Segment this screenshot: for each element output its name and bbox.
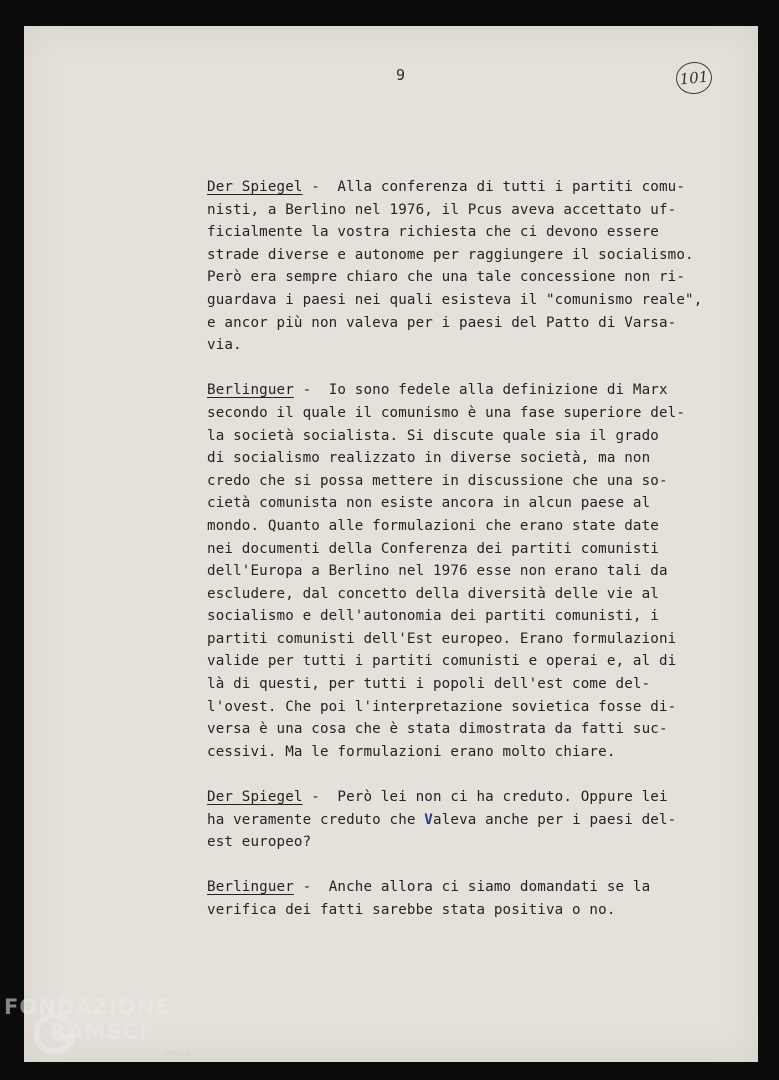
watermark-line-1: FONDAZIONE <box>4 995 171 1019</box>
text-line: ficialmente la vostra richiesta che ci devono essere <box>207 224 659 241</box>
text-line: escludere, dal concetto della diversità delle vie al <box>207 585 659 602</box>
text-line: verifica dei fatti sarebbe stata positiva o no. <box>207 902 616 918</box>
dialogue-block <box>207 176 727 357</box>
speaker-name: Berlinguer <box>207 382 294 399</box>
text-line: valide per tutti i partiti comunisti e operai e, al di <box>207 653 677 670</box>
dialogue-block <box>207 379 727 763</box>
page-number: 9 <box>396 66 406 84</box>
document-page <box>24 26 758 1062</box>
interview-text <box>207 176 727 922</box>
watermark-line-2: RAMSCI <box>50 1020 148 1044</box>
text-line: la società socialista. Si discute quale sia il grado <box>207 427 659 444</box>
speaker-name: Berlinguer <box>207 879 294 896</box>
text-line: strade diverse e autonome per raggiungere il socialismo. <box>207 246 694 263</box>
text-line: partiti comunisti dell'Est europeo. Erano formulazioni <box>207 630 677 647</box>
fondazione-gramsci-watermark <box>4 994 191 1059</box>
text-line: l'ovest. Che poi l'interpretazione sovietica fosse di- <box>207 698 677 715</box>
text-line: versa è una cosa che è stata dimostrata da fatti suc- <box>207 721 668 738</box>
text-line: - Io sono fedele alla definizione di Marx <box>293 382 668 399</box>
text-line: socialismo e dell'autonomia dei partiti comunisti, i <box>207 608 659 625</box>
text-line: cietà comunista non esiste ancora in alcun paese al <box>207 495 651 512</box>
text-line: - Anche allora ci siamo domandati se la <box>293 879 651 896</box>
text-line: e ancor più non valeva per i paesi del Patto di Varsa- <box>207 314 677 331</box>
text-line: - Però lei non ci ha creduto. Oppure lei <box>302 789 668 806</box>
text-line: ha veramente creduto che <box>207 811 425 828</box>
text-line: di socialismo realizzato in diverse società, ma non <box>207 450 651 467</box>
text-line: cessivi. Ma le formulazioni erano molto chiare. <box>207 743 616 760</box>
text-line: Però era sempre chiaro che una tale concessione non ri- <box>207 269 686 286</box>
archive-stamp: 101 <box>674 60 713 96</box>
text-line: - Alla conferenza di tutti i partiti comu- <box>302 179 686 195</box>
text-line: nisti, a Berlino nel 1976, il Pcus aveva accettato uf- <box>207 201 677 218</box>
watermark-suffix: onlus <box>164 1048 191 1059</box>
dialogue-block <box>207 876 727 921</box>
text-line: guardava i paesi nei quali esisteva il "comunismo reale", <box>207 291 703 308</box>
text-line: via. <box>207 337 242 354</box>
text-line: est europeo? <box>207 834 312 851</box>
dialogue-block <box>207 786 727 854</box>
text-line: aleva anche per i paesi del- <box>433 811 677 828</box>
handwritten-correction: V <box>424 811 433 828</box>
text-line: mondo. Quanto alle formulazioni che erano state date <box>207 517 659 534</box>
g-logo-icon <box>30 1010 78 1058</box>
text-line: secondo il quale il comunismo è una fase superiore del- <box>207 404 686 421</box>
text-line: là di questi, per tutti i popoli dell'est come del- <box>207 676 651 693</box>
speaker-name: Der Spiegel <box>207 179 303 195</box>
text-line: credo che si possa mettere in discussione che una so- <box>207 472 668 489</box>
text-line: nei documenti della Conferenza dei partiti comunisti <box>207 540 659 557</box>
text-line: dell'Europa a Berlino nel 1976 esse non erano tali da <box>207 563 668 580</box>
speaker-name: Der Spiegel <box>207 789 303 806</box>
